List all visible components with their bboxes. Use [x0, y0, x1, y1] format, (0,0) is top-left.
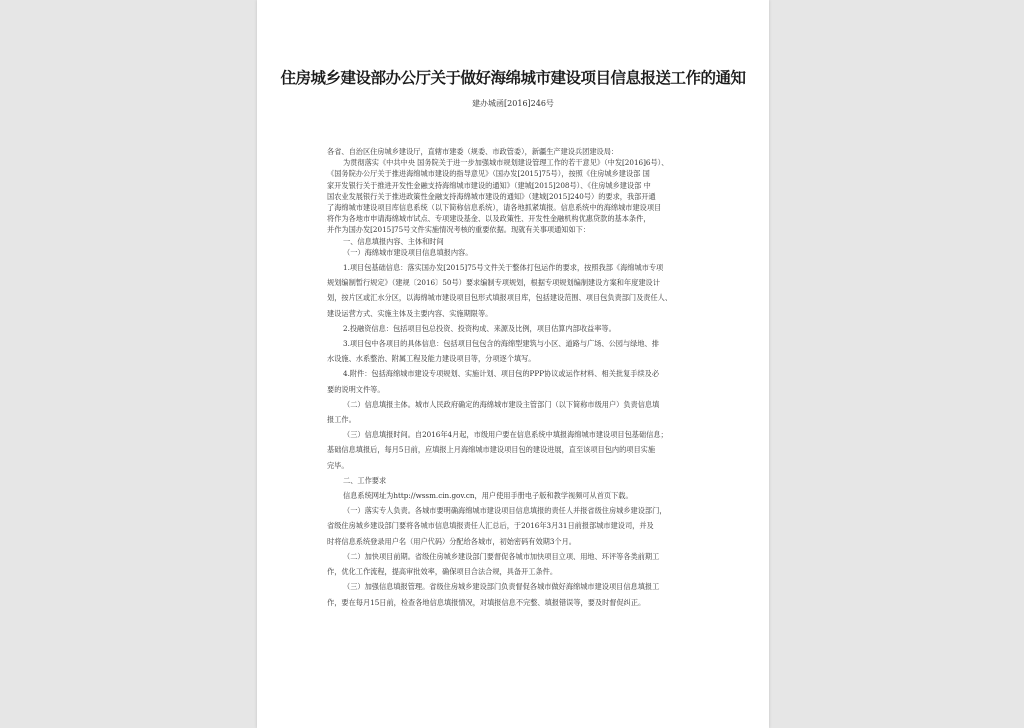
section-heading: 一、信息填报内容、主体和时间 [343, 236, 444, 246]
body-line: 完毕。 [327, 460, 349, 470]
body-line: 国农业发展银行关于推进政策性金融支持海绵城市建设的通知》（建城[2015]240号）的要求，我部开通 [327, 191, 656, 201]
document-body [327, 146, 717, 608]
body-line: （三）加强信息填报管理。省级住房城乡建设部门负责督促各城市做好海绵城市建设项目信息填报工 [343, 582, 660, 592]
body-line: 1.项目包基础信息：落实国办发[2015]75号文件关于整体打包运作的要求，按照我部《海绵城市专项 [343, 263, 664, 273]
body-line: 将作为各地市申请海绵城市试点、专项建设基金、以及政策性、开发性金融机构优惠贷款的基本条件， [327, 214, 651, 224]
body-line: 建设运营方式、实施主体及主要内容、实施期限等。 [327, 308, 493, 318]
body-line: 了海绵城市建设项目库信息系统（以下简称信息系统），请各地抓紧填报。信息系统中的海绵城市建设项目 [327, 203, 662, 213]
body-line: 3.项目包中各项目的具体信息：包括项目包包含的海绵型建筑与小区、道路与广场、公园与绿地、排 [343, 339, 659, 349]
document-title: 住房城乡建设部办公厅关于做好海绵城市建设项目信息报送工作的通知 [280, 69, 746, 87]
subsection-heading: （一）海绵城市建设项目信息填报内容。 [343, 247, 473, 257]
body-line: （二）加快项目前期。省级住房城乡建设部门要督促各城市加快项目立项、用地、环评等各类前期工 [343, 551, 660, 561]
body-line: 4.附件：包括海绵城市建设专项规划、实施计划、项目包的PPP协议或运作材料、相关批复手续及必 [343, 369, 660, 379]
body-line: 省级住房城乡建设部门要将各城市信息填报责任人汇总后，于2016年3月31日前报部城市建设司，并及 [327, 521, 654, 531]
body-line: （三）信息填报时间。自2016年4月起，市级用户要在信息系统中填报海绵城市建设项目包基础信息； [343, 430, 668, 440]
body-line: 要的说明文件等。 [327, 384, 385, 394]
body-line: 信息系统网址为http://wssm.cin.gov.cn，用户使用手册电子版和教学视频可从首页下载。 [343, 491, 633, 501]
body-line: （二）信息填报主体。城市人民政府确定的海绵城市建设主管部门（以下简称市级用户）负责信息填 [343, 399, 660, 409]
body-line: 为贯彻落实《中共中央 国务院关于进一步加强城市规划建设管理工作的若干意见》（中发[2016]6号）、 [343, 158, 669, 168]
body-line: 划，按片区或汇水分区，以海绵城市建设项目包形式填报项目库，包括建设范围、项目包负责部门及责任人、 [327, 293, 673, 303]
document-page [257, 0, 769, 728]
body-line: （一）落实专人负责。各城市要明确海绵城市建设项目信息填报的责任人并报省级住房城乡建设部门， [343, 506, 667, 516]
body-line: 2.投融资信息：包括项目包总投资、投资构成、来源及比例，项目估算内部收益率等。 [343, 323, 616, 333]
body-line: 家开发银行关于推进开发性金融支持海绵城市建设的通知》（建城[2015]208号）、《住房城乡建设部 中 [327, 180, 651, 190]
body-line: 规划编制暂行规定》（建规〔2016〕50号）要求编制专项规划，根据专项规划编制建设方案和年度建设计 [327, 278, 660, 288]
body-line: 作，优化工作流程，提高审批效率，确保项目合法合规，具备开工条件。 [327, 567, 558, 577]
body-line: 并作为国办发[2015]75号文件实施情况考核的重要依据。现就有关事项通知如下： [327, 225, 591, 235]
body-line: 报工作。 [327, 415, 356, 425]
section-heading: 二、工作要求 [343, 475, 387, 485]
body-line: 水设施、水系整治、附属工程及能力建设项目等，分项逐个填写。 [327, 354, 536, 364]
salutation-line: 各省、自治区住房城乡建设厅，直辖市建委（规委、市政管委），新疆生产建设兵团建设局： [327, 147, 619, 156]
body-line: 《国务院办公厅关于推进海绵城市建设的指导意见》（国办发[2015]75号），按照《住房城乡建设部 国 [327, 169, 650, 179]
body-line: 作，要在每月15日前，检查各地信息填报情况，对填报信息不完整、填报错误等，要及时督促纠正。 [327, 597, 646, 607]
body-line: 时将信息系统登录用户名（用户代码）分配给各城市，初始密码有效期3个月。 [327, 536, 576, 546]
document-number: 建办城函[2016]246号 [472, 99, 554, 108]
body-line: 基础信息填报后，每月5日前，应填报上月海绵城市建设项目包的建设进展，直至该项目包内的项目实施 [327, 445, 656, 455]
